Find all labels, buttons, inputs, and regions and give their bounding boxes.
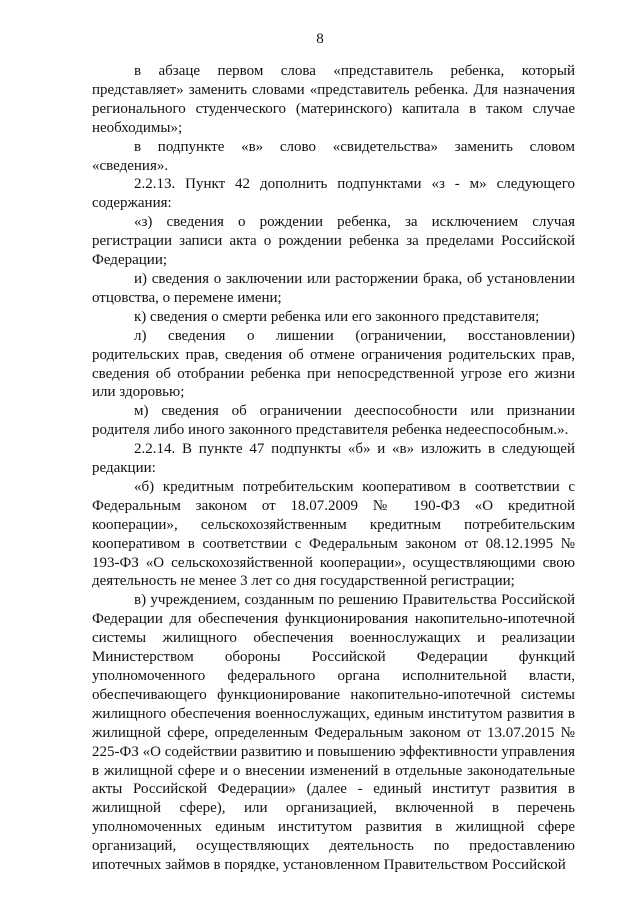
paragraph-2-2-14: 2.2.14. В пункте 47 подпункты «б» и «в» изложить в следующей редакции: (92, 441, 575, 477)
page-number: 8 (316, 31, 324, 47)
paragraph-subpoint-k: к) сведения о смерти ребенка или его законного представителя; (134, 308, 540, 325)
paragraph-subpoint-m: м) сведения об ограничении дееспособности или признании родителя либо иного законного представителя ребенка недееспособным.». (92, 403, 575, 439)
paragraph-subpoint-b: «б) кредитным потребительским кооперативом в соответствии с Федеральным законом от 18.07.2009 № 190-ФЗ «О кредитной кооперации», сельскохозяйственным кредитным потребительским кооперативом в соответствии с Федеральным законом от 08.12.1995 № 193-ФЗ «О сельскохозяйственной кооперации», осуществляющими свою деятельность не менее 3 лет со дня государственной регистрации; (92, 478, 575, 590)
paragraph-subpoint-l: л) сведения о лишении (ограничении, восстановлении) родительских прав, сведения об отмене ограничения родительских прав, сведения об отобрании ребенка при непосредственной угрозе его жизни или здоровью; (92, 327, 575, 401)
paragraph-subpoint-v: в подпункте «в» слово «свидетельства» заменить словом «сведения». (92, 138, 575, 174)
paragraph-subpoint-v-institution: в) учреждением, созданным по решению Правительства Российской Федерации для обеспечения функционирования накопительно-ипотечной системы жилищного обеспечения военнослужащих и реализации Министерством обороны Российской Федерации функций уполномоченного федерального органа исполнительной власти, обеспечивающего функционирование накопительно-ипотечной системы жилищного обеспечения военнослужащих, единым институтом развития в жилищной сфере, определенным Федеральным законом от 13.07.2015 № 225-ФЗ «О содействии развитию и повышению эффективности управления в жилищной сфере и о внесении изменений в отдельные законодательные акты Российской Федерации» (далее - единый институт развития в жилищной сфере), или организацией, включенной в перечень уполномоченных единым институтом развития в жилищной сфере организаций, осуществляющих деятельность по предоставлению ипотечных займов в порядке, установленном Правительством Российской (92, 592, 575, 874)
paragraph-subpoint-i: и) сведения о заключении или расторжении брака, об установлении отцовства, о перемене имени; (92, 270, 575, 306)
paragraph-amend-first-abzac: в абзаце первом слова «представитель ребенка, который представляет» заменить словами «представитель ребенка. Для назначения регионального студенческого (материнского) капитала в таком случае необходимы»; (92, 63, 575, 136)
paragraph-2-2-13: 2.2.13. Пункт 42 дополнить подпунктами «з - м» следующего содержания: (92, 176, 575, 212)
document-body (92, 62, 575, 875)
paragraph-subpoint-z: «з) сведения о рождении ребенка, за исключением случая регистрации записи акта о рождении ребенка за пределами Российской Федерации; (92, 214, 575, 269)
